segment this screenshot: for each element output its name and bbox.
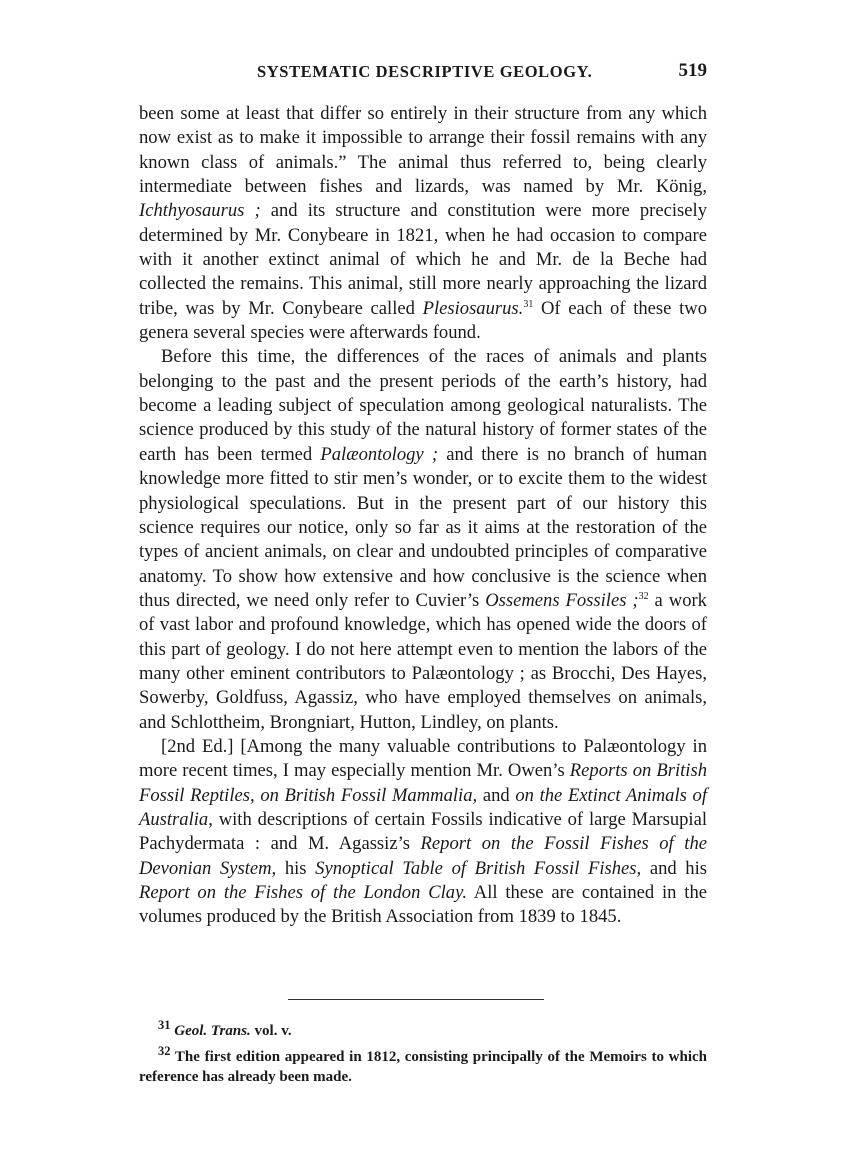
footnote-31-text: vol. v. — [250, 1023, 292, 1039]
running-head — [139, 60, 707, 90]
p3-italic-2: on British Fossil Mammalia, — [260, 784, 478, 806]
footnote-divider — [288, 999, 544, 1000]
footnote-32 — [139, 1041, 707, 1087]
footnote-ref-32: 32 — [638, 590, 649, 602]
p3-italic-1: Reports on British Fossil Reptiles, — [139, 760, 707, 806]
p1-italic-2: Plesiosaurus. — [422, 297, 524, 319]
running-head-title: SYSTEMATIC DESCRIPTIVE GEOLOGY. — [257, 62, 593, 81]
p2-italic-1: Palæontology ; — [320, 443, 439, 465]
footnote-mark-31: 31 — [158, 1018, 171, 1032]
footnote-31-italic: Geol. Trans. — [174, 1023, 251, 1039]
paragraph-3 — [139, 735, 707, 930]
page-number: 519 — [678, 60, 707, 81]
p3-text-3: and — [477, 784, 516, 806]
p3-text-5: his — [276, 857, 316, 879]
p1-text-1: been some at least that differ so entirely in their structure from any which now exist as to make it impossible to arrange their fossil remains with any known class of animals.” The animal thus referred to, being clearly intermediate between fishes and lizards, was named by Mr. König, — [139, 103, 707, 198]
book-page — [139, 60, 707, 930]
p1-text-2: and its structure and constitution were more precisely determined by Mr. Conybeare in 1821, when he had occasion to compare with it another extinct animal of which he and Mr. de la Beche had collected the remains. This animal, still more nearly approaching the lizard tribe, was by Mr. Conybeare called — [139, 200, 707, 319]
paragraph-1 — [139, 102, 707, 345]
p2-text-3: a work of vast labor and profound knowledge, which has opened wide the doors of this part of geology. I do not here attempt even to mention the labors of the many other eminent contributors to Palæontology ; as Brocchi, Des Hayes, Sowerby, Goldfuss, Agassiz, who have employed themselves on animals, and Schlottheim, Brongniart, Hutton, Lindley, on plants. — [139, 589, 707, 733]
footnote-ref-31: 31 — [523, 298, 534, 310]
paragraph-2 — [139, 345, 707, 735]
p3-text-1: [2nd Ed.] [Among the many valuable contributions to Palæontology in more recent times, I may especially mention Mr. Owen’s — [139, 735, 707, 782]
p3-text-6: and his — [641, 857, 708, 879]
footnote-mark-32: 32 — [158, 1044, 171, 1058]
footnote-32-text: The first edition appeared in 1812, consisting principally of the Memoirs to which reference has already been made. — [139, 1049, 707, 1085]
p3-text-4: with descriptions of certain Fossils indicative of large Marsupial Pachydermata : and M. Agassiz’s — [139, 808, 707, 855]
p1-text-3: Of each of these two genera several species were afterwards found. — [139, 297, 707, 344]
p3-italic-3: on the Extinct Animals of Australia, — [139, 784, 707, 830]
footnote-31 — [139, 1015, 707, 1041]
p3-italic-5: Synoptical Table of British Fossil Fishes, — [315, 857, 642, 879]
body-text — [139, 102, 707, 930]
p3-italic-6: Report on the Fishes of the London Clay. — [139, 882, 467, 903]
p1-italic-1: Ichthyosaurus ; — [139, 200, 261, 222]
p2-text-1: Before this time, the differences of the races of animals and plants belonging to the past and the present periods of the earth’s history, had become a leading subject of speculation among geological naturalists. The science produced by this study of the natural history of former states of the earth has been termed — [139, 346, 707, 465]
p3-text-7: All these are contained in the volumes produced by the British Association from 1839 to 1845. — [139, 882, 707, 928]
p3-italic-4: Report on the Fossil Fishes of the Devonian System, — [139, 833, 707, 879]
p2-italic-2: Ossemens Fossiles ; — [485, 589, 639, 611]
footnotes — [139, 1015, 707, 1087]
p2-text-2: and there is no branch of human knowledge more fitted to stir men’s wonder, or to excite them to the widest physiological speculations. But in the present part of our history this science requires our notice, only so far as it aims at the restoration of the types of ancient animals, on clear and undoubted principles of comparative anatomy. To show how extensive and how conclusive is the science when thus directed, we need only refer to Cuvier’s — [139, 443, 707, 611]
